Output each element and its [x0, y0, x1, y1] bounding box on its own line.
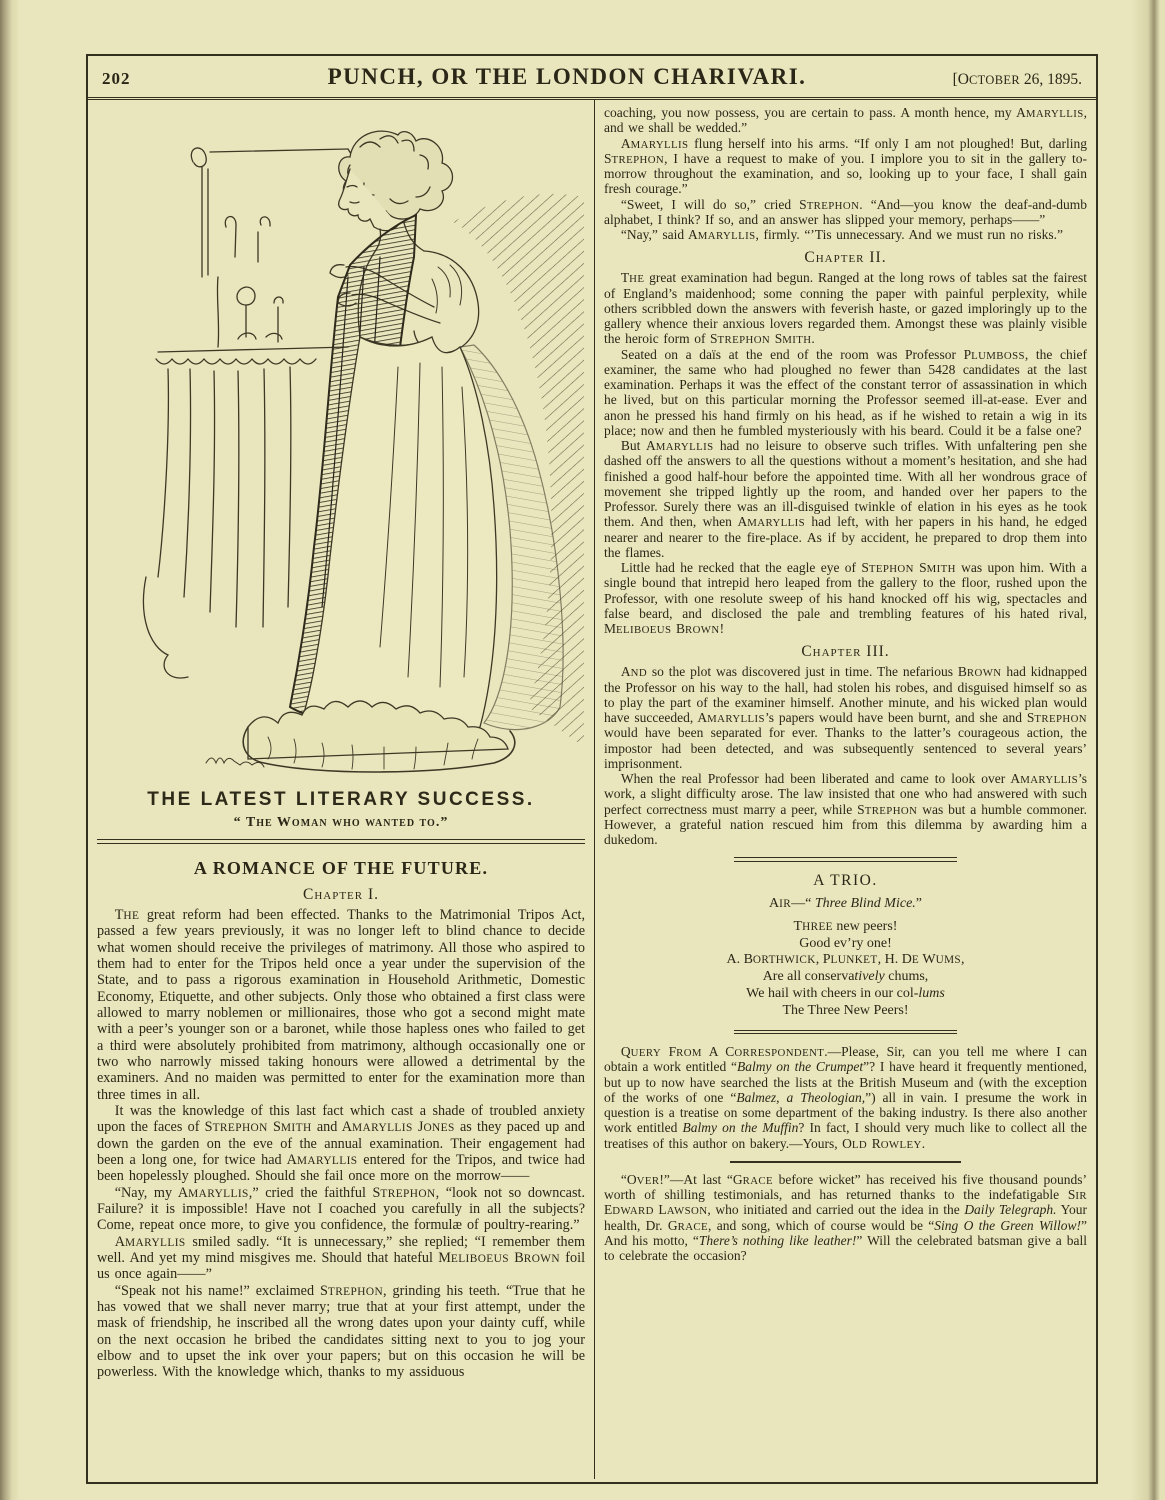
chapter2-heading: Chapter II.	[804, 249, 887, 267]
section-divider	[734, 1030, 956, 1035]
caption-title: THE LATEST LITERARY SUCCESS.	[147, 789, 535, 810]
illustration-figure	[97, 107, 585, 779]
section-divider	[97, 839, 585, 844]
page-frame	[86, 54, 1098, 1484]
right-column	[595, 100, 1096, 1479]
issue-date: [OCTOBER 26, 1895.	[952, 71, 1082, 88]
trio-section	[604, 872, 1087, 1020]
trio-line: Good ev’ry one!	[799, 935, 892, 951]
section-divider	[734, 857, 956, 862]
trio-line: A. BORTHWICK, PLUNKET, H. DE WUMS,	[726, 952, 965, 968]
trio-air: AIR—“ Three Blind Mice.”	[768, 895, 922, 911]
paragraph: coaching, you now possess, you are certain to pass. A month hence, my AMARYLLIS, and we shall be wedded.”	[604, 105, 1087, 136]
chapter3-heading: Chapter III.	[801, 643, 890, 661]
paragraph: “Nay,” said AMARYLLIS, firmly. “’Tis unnecessary. And we must run no risks.”	[620, 227, 1063, 242]
paragraph: But AMARYLLIS had no leisure to observe such trifles. With unfaltering pen she dashed off the answers to all the questions without a moment’s hesitation, and she had finished a good half-hour before the appointed time. With all her wondrous grace of movement she tripped lightly up the room, and handed over her papers to the Professor. Surely there was an ill-disguised twinkle of elation in his eyes as he took them. And then, when AMARYLLIS had left, with her papers in his hand, he edged nearer and nearer to the fire-place. As if by accident, he prepared to drop them into the flames.	[604, 438, 1087, 560]
paragraph: “Nay, my AMARYLLIS,” cried the faithful STREPHON, “look not so downcast. Failure? it is impossible! Have not I coached you carefully in all the subjects? Come, repeat once more, to give you confidence, the formulæ of poultry-rearing.”	[97, 1184, 585, 1234]
left-column	[88, 100, 594, 1479]
trio-title: A TRIO.	[813, 871, 878, 889]
paragraph: THE great examination had begun. Ranged at the long rows of tables sat the fairest of England’s maidenhood; some conning the paper with painful perplexity, while others scribbled down the answers with feverish haste, or gazed imploringly up to the gallery whence their anxious lovers regarded them. Amongst these was plainly visible the heroic form of STREPHON SMITH.	[604, 270, 1087, 347]
paragraph: AND so the plot was discovered just in time. The nefarious BROWN had kidnapped the Professor on his way to the hall, had stolen his robes, and disguised himself so as to play the part of the examiner himself. Another minute, and his wicked plan would have succeeded, AMARYLLIS’s papers would have been burnt, and she and STREPHON would have been separated for ever. Thanks to the latter’s courageous action, the impostor had been detected, and was subsequently sentenced to several years’ imprisonment.	[604, 664, 1087, 771]
paragraph: Seated on a daïs at the end of the room was Professor PLUMBOSS, the chief examiner, the same who had ploughed no fewer than 5428 candidates at the last examination. Perhaps it was the effect of the constant terror of assassination in which he lived, but on this particular morning the Professor seemed ill-at-ease. Ever and anon he pressed his hand firmly on his head, as if he wished to retain a wig in its place; now and then he fumbled mysteriously with his beard. Could it be a false one?	[604, 346, 1087, 438]
paragraph: “Speak not his name!” exclaimed STREPHON, grinding his teeth. “True that he has vowed that we shall never marry; true that at your first attempt, under the mask of friendship, he inscribed all the wrong dates upon your dainty cuff, while on the next occasion he bribed the candidates sitting next to you to jog your elbow and to upset the ink over your papers; but on this occasion he will be powerless. With the knowledge which, thanks to my assiduous	[97, 1282, 586, 1381]
caption-subtitle: “ The Woman who wanted to.”	[233, 815, 449, 830]
trio-line: We hail with cheers in our col-lums	[746, 985, 945, 1001]
page-header	[88, 56, 1096, 100]
section-divider	[730, 1161, 962, 1163]
page-number: 202	[102, 69, 131, 88]
paragraph: AMARYLLIS flung herself into his arms. “If only I am not ploughed! But, darling STREPHON, I have a request to make of you. I implore you to sit in the gallery to-morrow throughout the examination, and so, looking up to your face, I shall gain fresh courage.”	[604, 135, 1087, 197]
paragraph: It was the knowledge of this last fact which cast a shade of troubled anxiety upon the faces of STREPHON SMITH and AMARYLLIS JONES as they paced up and down the garden on the eve of the annual examination. Their engagement had been a long one, for twice had AMARYLLIS entered for the Tripos, and twice had been hopelessly ploughed. Should she fail once more on the morrow——	[97, 1102, 585, 1185]
over-paragraph: “OVER!”—At last “GRACE before wicket” has received his five thousand pounds’ worth of shilling testimonials, and has returned thanks to the indefatigable SIR EDWARD LAWSON, who initiated and carried out the idea in the Daily Telegraph. Your health, Dr. GRACE, and song, which of course would be “Sing O the Green Willow!” And his motto, “There’s nothing like leather!” Will the celebrated batsman give a ball to celebrate the occasion?	[604, 1171, 1088, 1264]
paragraph: AMARYLLIS smiled sadly. “It is unnecessary,” she replied; “I remember them well. And yet my mind misgives me. Should that hateful MELIBOEUS BROWN foil us once again——”	[97, 1233, 586, 1283]
chapter1-heading: Chapter I.	[302, 886, 380, 903]
trio-line: THREE new peers!	[793, 918, 898, 934]
columns	[88, 100, 1096, 1479]
woman-with-cloak-illustration	[98, 107, 584, 779]
query-paragraph: QUERY FROM A CORRESPONDENT.—Please, Sir, can you tell me where I can obtain a work entitled “Balmy on the Crumpet”? I have heard it frequently mentioned, but up to now have searched the lists at the British Museum and (with the exception of the works of one “Balmez, a Theologian,”) all in vain. I presume the work in question is a treatise on some department of the baking industry. Is there also another work entitled Balmy on the Muffin? In fact, I should very much like to collect all the treatises of this author on bakery.—Yours, OLD ROWLEY.	[604, 1044, 1088, 1151]
paragraph: Little had he recked that the eagle eye of STEPHON SMITH was upon him. With a single bound that intrepid hero leaped from the gallery to the floor, rushed upon the Professor, with one resolute sweep of his hand knocked off his wig, spectacles and false beard, and disclosed the pale and trembling features of his hated rival, MELIBOEUS BROWN!	[604, 560, 1087, 636]
trio-line: The Three New Peers!	[782, 1002, 909, 1018]
trio-line: Are all conservatively chums,	[762, 969, 929, 985]
paragraph: When the real Professor had been liberated and came to look over AMARYLLIS’s work, a slight difficulty arose. The law insisted that one who had answered with such perfect correctness must marry a peer, while STREPHON was but a humble commoner. However, a grateful nation rescued him from this dilemma by awarding him a dukedom.	[604, 771, 1088, 847]
paragraph: THE great reform had been effected. Thanks to the Matrimonial Tripos Act, passed a few years previously, it was no longer left to blind chance to decide what women should receive the privileges of matrimony. All those who aspired to them had to enter for the Tripos held once a year under the supervision of the State, and to pass a rigorous examination in Household Arithmetic, Domestic Economy, Etiquette, and other subjects. Only those who obtained a first class were allowed to marry noblemen or millionaires, those who got a second might mate with a peer’s younger son or a baronet, while those hapless ones who failed to get a third were absolutely prohibited from matrimony, although occasionally one or two who narrowly missed taking honours were allowed a detrimental by the examiners. And no maiden was permitted to enter for the examination more than three times in all.	[97, 907, 585, 1103]
masthead-title: PUNCH, OR THE LONDON CHARIVARI.	[327, 64, 807, 89]
article-title: A ROMANCE OF THE FUTURE.	[193, 858, 489, 878]
paragraph: “Sweet, I will do so,” cried STREPHON. “And—you know the deaf-and-dumb alphabet, I think? If so, and an answer has slipped your memory, perhaps——”	[604, 196, 1087, 227]
